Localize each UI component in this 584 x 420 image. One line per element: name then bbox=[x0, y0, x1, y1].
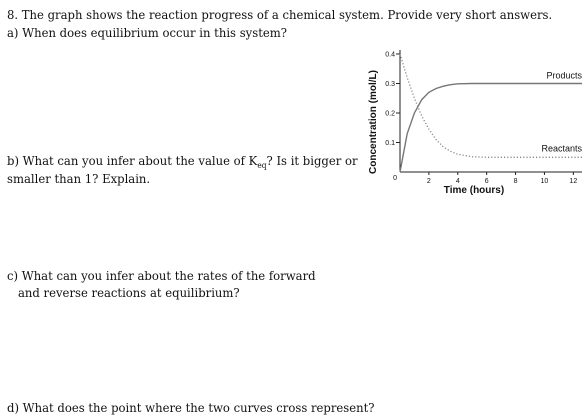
x-tick-label: 10 bbox=[540, 178, 549, 185]
origin-tick-label: 0 bbox=[393, 175, 397, 182]
x-tick-label: 6 bbox=[484, 178, 489, 185]
x-axis-label: Time (hours) bbox=[443, 185, 505, 196]
y-tick-label: 0.1 bbox=[385, 140, 395, 147]
question-c-line1: c) What can you infer about the rates of the forward bbox=[7, 268, 316, 283]
y-axis-label: Concentration (mol/L) bbox=[368, 70, 379, 174]
question-c-line2: and reverse reactions at equilibrium? bbox=[18, 285, 240, 300]
reactants-label: Reactants bbox=[541, 143, 582, 154]
y-tick-label: 0.4 bbox=[385, 51, 395, 59]
products-curve bbox=[400, 84, 582, 173]
reactants-curve bbox=[400, 54, 582, 157]
question-b-line2: smaller than 1? Explain. bbox=[7, 171, 151, 186]
question-b-text-start: b) What can you infer about the value of K bbox=[7, 153, 258, 168]
question-a: a) When does equilibrium occur in this system? bbox=[7, 25, 288, 40]
question-8-title: 8. The graph shows the reaction progress of a chemical system. Provide very short answers. bbox=[7, 7, 553, 22]
x-tick-label: 8 bbox=[513, 178, 518, 185]
x-tick-label: 2 bbox=[426, 178, 431, 185]
x-tick-label: 12 bbox=[569, 178, 578, 185]
y-tick-label: 0.3 bbox=[385, 81, 395, 88]
chart-axes bbox=[400, 50, 582, 172]
question-b-subscript: eq bbox=[257, 161, 267, 170]
question-d: d) What does the point where the two curves cross represent? bbox=[7, 400, 375, 415]
x-tick-label: 4 bbox=[455, 178, 460, 185]
y-tick-label: 0.2 bbox=[385, 110, 395, 118]
reaction-progress-chart bbox=[360, 40, 584, 240]
question-b-text-end: ? Is it bigger or bbox=[266, 153, 358, 168]
products-label: Products bbox=[546, 70, 582, 81]
